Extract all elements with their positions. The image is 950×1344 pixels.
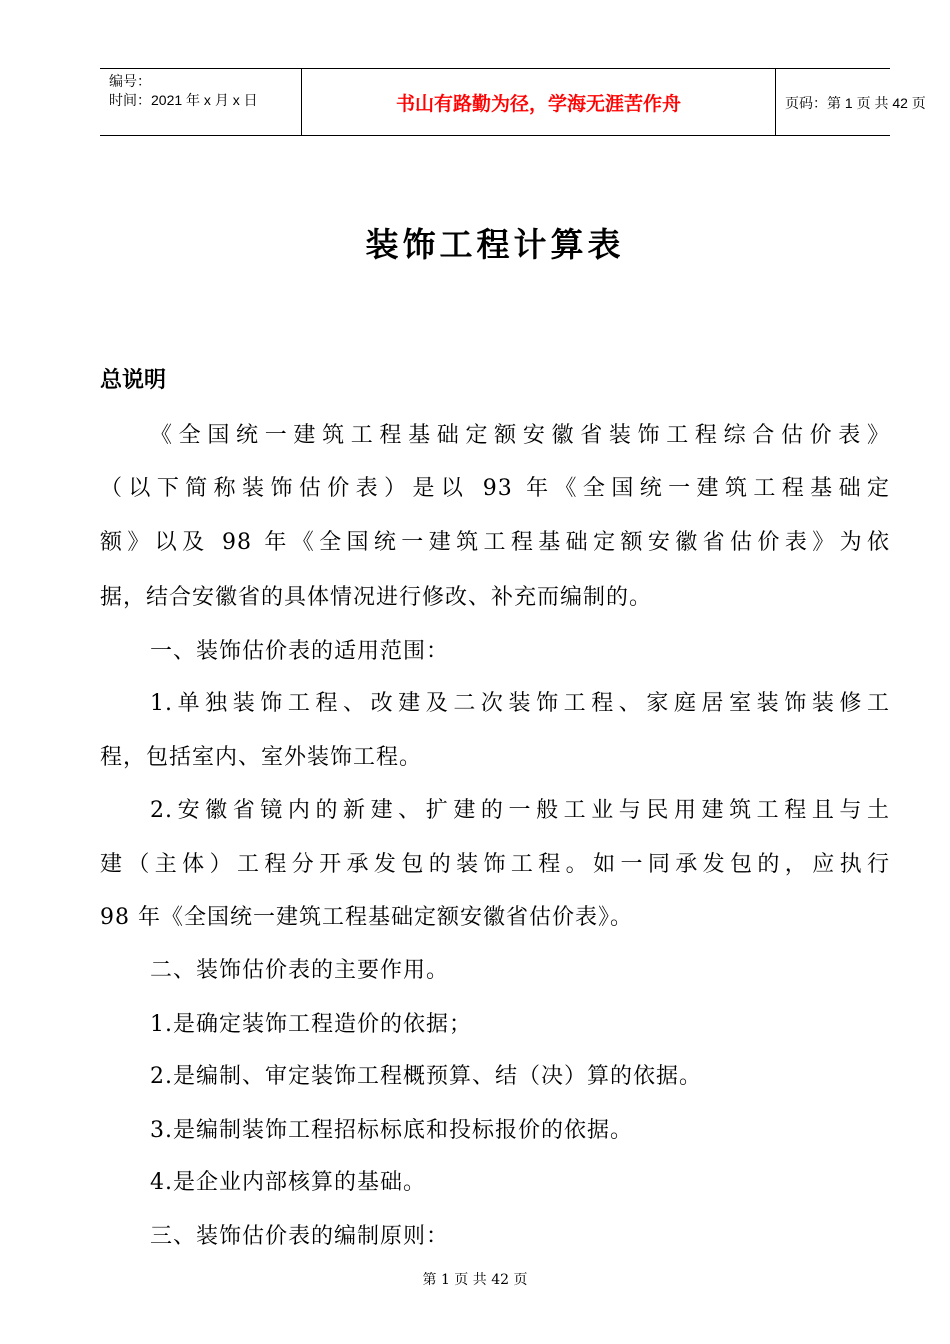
document-date: 时间：2021 年 x 月 x 日: [109, 92, 258, 108]
header-page-number: 页码：第 1 页 共 42 页: [785, 95, 926, 111]
list-item: 3.是编制装饰工程招标标底和投标报价的依据。: [150, 1118, 633, 1143]
list-heading: 一、装饰估价表的适用范围：: [150, 639, 450, 664]
header-page-cell: [776, 69, 926, 135]
paragraph-line: 据，结合安徽省的具体情况进行修改、补充而编制的。: [100, 585, 653, 610]
document-title: 装饰工程计算表: [365, 225, 625, 264]
document-header: [100, 68, 926, 136]
paragraph-line: 2.安徽省镜内的新建、扩建的一般工业与民用建筑工程且与土: [150, 798, 890, 823]
header-motto: 书山有路勤为径，学海无涯苦作舟: [395, 93, 681, 115]
paragraph-line: 程，包括室内、室外装饰工程。: [100, 745, 423, 770]
document-number: 编号：: [109, 73, 151, 89]
list-item: 4.是企业内部核算的基础。: [150, 1170, 426, 1195]
paragraph-line: 额》以及 98 年《全国统一建筑工程基础定额安徽省估价表》为依: [100, 530, 890, 555]
paragraph-line: 1.单独装饰工程、改建及二次装饰工程、家庭居室装饰装修工: [150, 691, 890, 716]
paragraph-line: 《全国统一建筑工程基础定额安徽省装饰工程综合估价表》: [150, 423, 890, 448]
list-heading: 三、装饰估价表的编制原则：: [150, 1224, 450, 1249]
list-heading: 二、装饰估价表的主要作用。: [150, 958, 450, 983]
header-motto-cell: [302, 69, 776, 135]
paragraph-line: 98 年《全国统一建筑工程基础定额安徽省估价表》。: [100, 905, 633, 930]
paragraph-line: （以下简称装饰估价表）是以 93 年《全国统一建筑工程基础定: [100, 476, 890, 501]
section-heading: 总说明: [100, 368, 167, 393]
list-item: 1.是确定装饰工程造价的依据；: [150, 1012, 472, 1037]
list-item: 2.是编制、审定装饰工程概预算、结（决）算的依据。: [150, 1064, 702, 1089]
header-meta-cell: [100, 69, 302, 135]
paragraph-line: 建（主体）工程分开承发包的装饰工程。如一同承发包的，应执行: [100, 852, 890, 877]
footer-page-number: 第 1 页 共 42 页: [422, 1272, 528, 1288]
